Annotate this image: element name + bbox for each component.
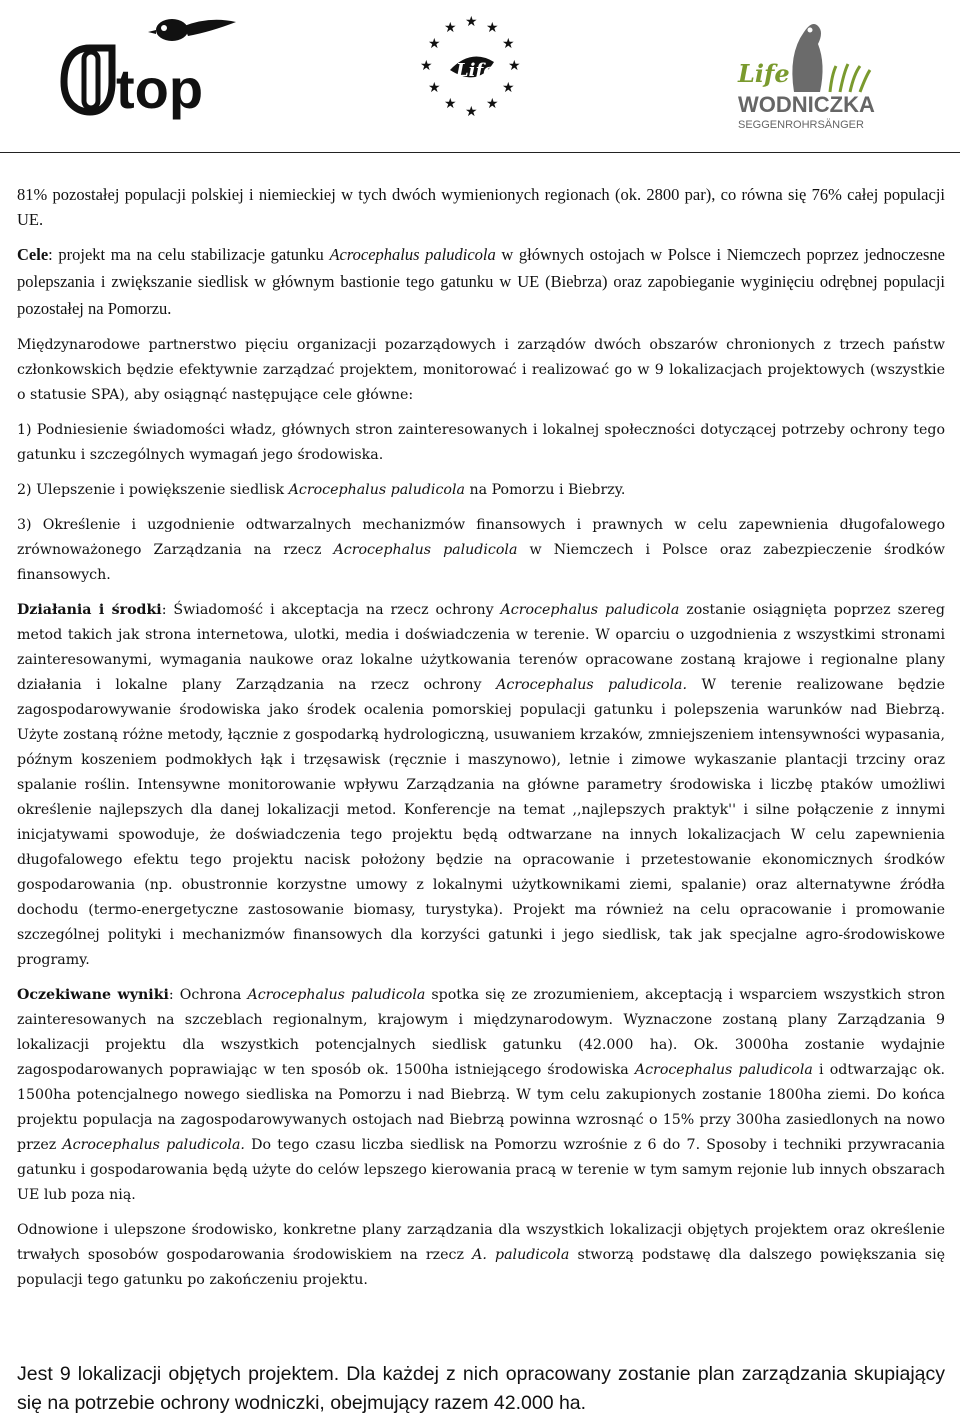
header-divider — [0, 152, 960, 153]
goal-1: 1) Podniesienie świadomości władz, głównych stron zainteresowanych i lokalnej społeczności dotyczącej potrzeby ochrony tego gatunku i szczególnych wymagań jego środowiska. — [17, 422, 945, 463]
svg-text:★: ★ — [508, 58, 521, 74]
bird-icon — [148, 19, 236, 41]
svg-text:★: ★ — [420, 58, 433, 74]
svg-text:★: ★ — [486, 96, 499, 112]
dzialania-paragraph: Działania i środki: Świadomość i akceptacja na rzecz ochrony Acrocephalus paludicola zostanie osiągnięta poprzez szereg metod takich jak strona internetowa, ulotki, media i doświadczenia w terenie. W oparciu o uzgodnienia z wszystkimi stronami zainteresowanymi, wymagania naukowe oraz lokalne użytkowania terenów opracowane zostaną krajowe i regionalne plany działania i lokalne plany Zarządzania na rzecz ochrony Acrocephalus paludicola. W terenie realizowane będzie zagospodarowywanie środowiska jako środek ocalenia pomorskiej populacji gatunku i polepszenia warunków nad Biebrzą. Użyte zostaną różne metody, łącznie z gospodarką hydrologiczną, usuwaniem krzaków, zmniejszeniem intensywności wypasania, późnym koszeniem podmokłych łąk i trzęsawisk (ręcznie i maszynowo), letnie i zimowe wykaszanie plantacji trzciny oraz spalanie roślin. Intensywne monitorowanie wpływu Zarządzania na główne parametry środowiska i liczbę ptaków umożliwi określenie najlepszych dla danej lokalizacji metod. Konferencje na temat ,,najlepszych praktyk'' i silne połączenie z innymi inicjatywami spowoduje, że doświadczenia tego projektu będą odtwarzane na innych lokalizacjach W celu zapewnienia długofalowego efektu tego projektu nacisk położony będzie na opracowanie i przetestowanie ekonomicznych środków gospodarowania (np. obustronnie korzystne umowy z lokalnymi użytkownikami ziemi, spalanie) oraz alternatywne źródła dochodu (termo-energetyczne zastosowanie biomasy, turystyka). Projekt ma również na celu opracowanie i promowanie szczególnej polityki i mechanizmów finansowych dla korzyści gatunki i jego siedlisk, tak jak specjalne agro-środowiskowe programy. — [17, 602, 945, 968]
svg-text:★: ★ — [428, 36, 441, 52]
svg-text:WODNICZKA: WODNICZKA — [738, 92, 875, 117]
svg-text:★: ★ — [444, 96, 457, 112]
svg-text:★: ★ — [465, 104, 478, 118]
intro-paragraph: 81% pozostałej populacji polskiej i niemieckiej w tych dwóch wymienionych regionach (ok. 2800 par), co równa się 76% całej populacji UE. — [17, 185, 945, 229]
svg-text:Life: Life — [738, 59, 790, 88]
document-body — [17, 160, 945, 1293]
svg-text:★: ★ — [486, 20, 499, 36]
odnowione-paragraph: Odnowione i ulepszone środowisko, konkretne plany zarządzania dla wszystkich lokalizacji objętych projektem oraz określenie trwałych sposobów gospodarowania środowiskiem na rzecz A. paludicola stworzą podstawę dla dalszego powiększania się populacji tego gatunku po zakończeniu projektu. — [17, 1222, 946, 1288]
svg-text:★: ★ — [465, 14, 478, 30]
reed-icon — [830, 64, 870, 92]
goal-3: 3) Określenie i uzgodnienie odtwarzalnych mechanizmów finansowych i prawnych w celu zapewnienia długofalowego zrównoważonego Zarządzania na rzecz Acrocephalus paludicola w Niemczech i Polsce oraz zabezpieczenie środków finansowych. — [17, 517, 945, 583]
otop-logo — [60, 8, 240, 120]
svg-text:Life: Life — [456, 60, 495, 81]
svg-text:★: ★ — [502, 80, 515, 96]
summary-paragraph: Jest 9 lokalizacji objętych projektem. Dla każdej z nich opracowany zostanie plan zarządzania skupiający się na potrzebie ochrony wodniczki, obejmujący razem 42.000 ha. — [17, 1363, 945, 1414]
dzialania-label: Działania i środki — [17, 602, 162, 618]
partners-paragraph: Międzynarodowe partnerstwo pięciu organizacji pozarządowych i zarządów dwóch obszarów chronionych z trzech państw członkowskich będzie efektywnie zarządzać projektem, monitorować i realizować go w 9 lokalizacjach projektowych (wszystkie o statusie SPA), aby osiągnąć następujące cele główne: — [17, 337, 945, 403]
warbler-bird-icon — [792, 24, 822, 92]
wyniki-paragraph: Oczekiwane wyniki: Ochrona Acrocephalus paludicola spotka się ze zrozumieniem, akceptacją i wsparciem wszystkich stron zainteresowanych na szczeblach regionalnym, krajowym i międzynarodowym. Wyznaczone zostaną plany Zarządzania 9 lokalizacji projektu dla wszystkich potencjalnych siedlisk gatunku (42.000 ha). Ok. 3000ha zostanie wydajnie zagospodarowanych poprawiając w ten sposób ok. 1500ha istniejącego środowiska Acrocephalus paludicola i odtwarzając ok. 1500ha potencjalnego nowego siedliska na Pomorzu i nad Biebrzą. W tym celu zakupionych zostanie 1800ha ziemi. Do końca projektu populacja na zagospodarowywanych ostojach nad Biebrzą powinna wzrosnąć o 15% przy 300ha zasiedlonych na nowo przez Acrocephalus paludicola. Do tego czasu liczba siedlisk na Pomorzu wzrośnie z 6 do 7. Sposoby i techniki przywracania gatunku i gospodarowania będą użyte do celów lepszego kierowania pracą w terenie w tym samym rejonie lub innych obszarach UE lub poza nią. — [17, 987, 946, 1203]
svg-text:top: top — [116, 57, 204, 120]
life-eu-logo — [418, 12, 524, 118]
cele-label: Cele — [17, 245, 49, 264]
wyniki-label: Oczekiwane wyniki — [17, 987, 169, 1003]
svg-text:SEGGENROHRSÄNGER: SEGGENROHRSÄNGER — [738, 119, 864, 131]
svg-text:★: ★ — [444, 20, 457, 36]
svg-text:★: ★ — [502, 36, 515, 52]
cele-paragraph: Cele: projekt ma na celu stabilizacje gatunku Acrocephalus paludicola w głównych ostojach w Polsce i Niemczech poprzez jednoczesne polepszania i zwiększanie siedlisk w głównym bastionie tego gatunku w UE (Biebrza) oraz zapobieganie wyginięciu odrębnej populacji pozostałej na Pomorzu. — [17, 245, 945, 318]
goal-2: 2) Ulepszenie i powiększenie siedlisk Acrocephalus paludicola na Pomorzu i Biebrzy. — [17, 482, 626, 498]
wodniczka-logo — [736, 14, 884, 134]
svg-text:★: ★ — [428, 80, 441, 96]
page-header — [0, 0, 960, 150]
